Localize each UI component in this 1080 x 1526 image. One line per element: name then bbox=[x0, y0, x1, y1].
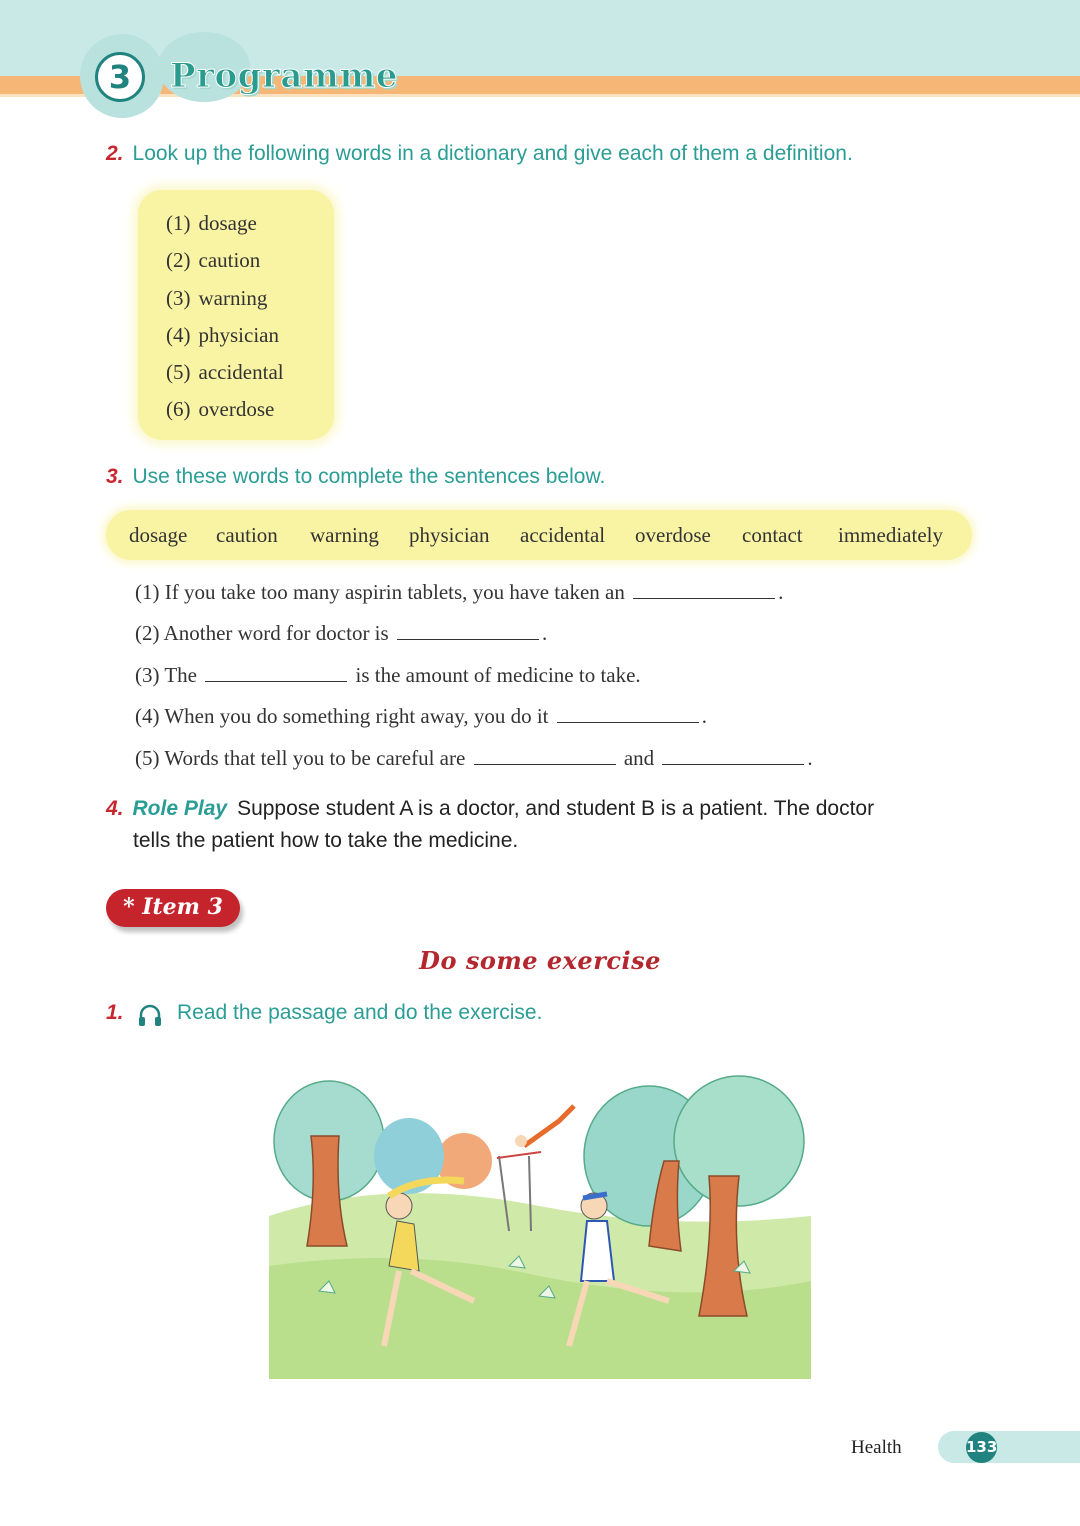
headphones-icon[interactable] bbox=[137, 1003, 163, 1029]
vocabulary-word: accidental bbox=[198, 360, 284, 385]
sentence-5 bbox=[135, 746, 813, 771]
section-title: Do some exercise bbox=[419, 946, 661, 975]
vocabulary-list bbox=[138, 190, 334, 434]
item-number: (2) bbox=[166, 248, 191, 273]
sentence-2 bbox=[135, 621, 547, 646]
vocabulary-item bbox=[166, 359, 334, 396]
vocabulary-item bbox=[166, 396, 334, 433]
page-number: 133 bbox=[966, 1432, 997, 1463]
question-2-number: 2. bbox=[106, 142, 124, 165]
chapter-label: Health bbox=[851, 1437, 902, 1458]
sentence-text: (3) The bbox=[135, 663, 198, 687]
word-bank-item: immediately bbox=[838, 523, 943, 547]
word-bank-item: contact bbox=[742, 523, 803, 547]
word-bank-item: accidental bbox=[520, 523, 606, 547]
header-rule-shadow bbox=[0, 94, 1080, 97]
question-2 bbox=[106, 142, 853, 166]
vocabulary-word: physician bbox=[198, 322, 279, 347]
vocabulary-word: caution bbox=[198, 248, 261, 273]
item-number: (1) bbox=[166, 211, 191, 235]
vocabulary-word: warning bbox=[198, 285, 268, 310]
word-bank-item: overdose bbox=[635, 523, 711, 547]
word-bank-item: caution bbox=[216, 523, 278, 547]
vocabulary-box bbox=[138, 190, 334, 440]
answer-blank[interactable] bbox=[662, 746, 804, 765]
sentence-text: (4) When you do something right away, you do it bbox=[135, 704, 549, 728]
sentence-text: (1) If you take too many aspirin tablets, you have taken an bbox=[135, 580, 625, 604]
sentence-text: . bbox=[701, 704, 708, 728]
item-number: (6) bbox=[166, 397, 191, 422]
question-3-number: 3. bbox=[106, 465, 124, 488]
word-bank-item: dosage bbox=[129, 523, 188, 547]
question-4-number: 4. bbox=[106, 797, 124, 820]
unit-number-badge: 3 bbox=[95, 52, 145, 102]
unit-title: Programme bbox=[170, 56, 398, 96]
item-number: (4) bbox=[166, 322, 191, 347]
sentence-4 bbox=[135, 704, 707, 729]
answer-blank[interactable] bbox=[205, 663, 347, 682]
answer-blank[interactable] bbox=[397, 621, 539, 640]
question-2-text: Look up the following words in a dictionary and give each of them a definition. bbox=[132, 142, 853, 165]
question-1 bbox=[106, 1001, 133, 1025]
answer-blank[interactable] bbox=[557, 704, 699, 723]
sentence-text: . bbox=[778, 580, 784, 604]
question-1-text: Read the passage and do the exercise. bbox=[177, 1001, 543, 1024]
answer-blank[interactable] bbox=[633, 580, 775, 599]
question-4-line-2: tells the patient how to take the medicine. bbox=[133, 829, 519, 852]
question-3-text: Use these words to complete the sentences below. bbox=[132, 465, 606, 488]
vocabulary-word: overdose bbox=[198, 397, 275, 422]
question-4-line-1: Suppose student A is a doctor, and student B is a patient. The doctor bbox=[237, 797, 875, 820]
vocabulary-item bbox=[166, 247, 334, 284]
sentence-text: . bbox=[807, 746, 813, 770]
role-play-label: Role Play bbox=[132, 797, 228, 820]
question-3 bbox=[106, 465, 605, 489]
vocabulary-item bbox=[166, 322, 334, 359]
question-1-number: 1. bbox=[106, 1001, 124, 1024]
sentence-text: . bbox=[541, 621, 548, 645]
sentence-text: (5) Words that tell you to be careful are bbox=[135, 746, 466, 770]
sentence-text: (2) Another word for doctor is bbox=[135, 621, 389, 645]
vocabulary-item bbox=[166, 285, 334, 322]
vocabulary-item bbox=[166, 210, 334, 247]
answer-blank[interactable] bbox=[474, 746, 616, 765]
question-4 bbox=[106, 797, 874, 821]
word-bank bbox=[106, 510, 972, 560]
word-bank-item: physician bbox=[409, 523, 490, 547]
sentence-1 bbox=[135, 580, 783, 605]
sentence-text: is the amount of medicine to take. bbox=[355, 663, 641, 687]
vocabulary-word: dosage bbox=[198, 211, 257, 235]
exercise-illustration bbox=[269, 1066, 811, 1379]
item-number: (5) bbox=[166, 360, 191, 385]
sentence-text: and bbox=[623, 746, 655, 770]
sentence-3 bbox=[135, 663, 641, 688]
footer-tab bbox=[938, 1431, 1080, 1463]
item-number: (3) bbox=[166, 285, 191, 310]
word-bank-item: warning bbox=[310, 523, 379, 547]
item-label: * Item 3 bbox=[106, 889, 240, 927]
